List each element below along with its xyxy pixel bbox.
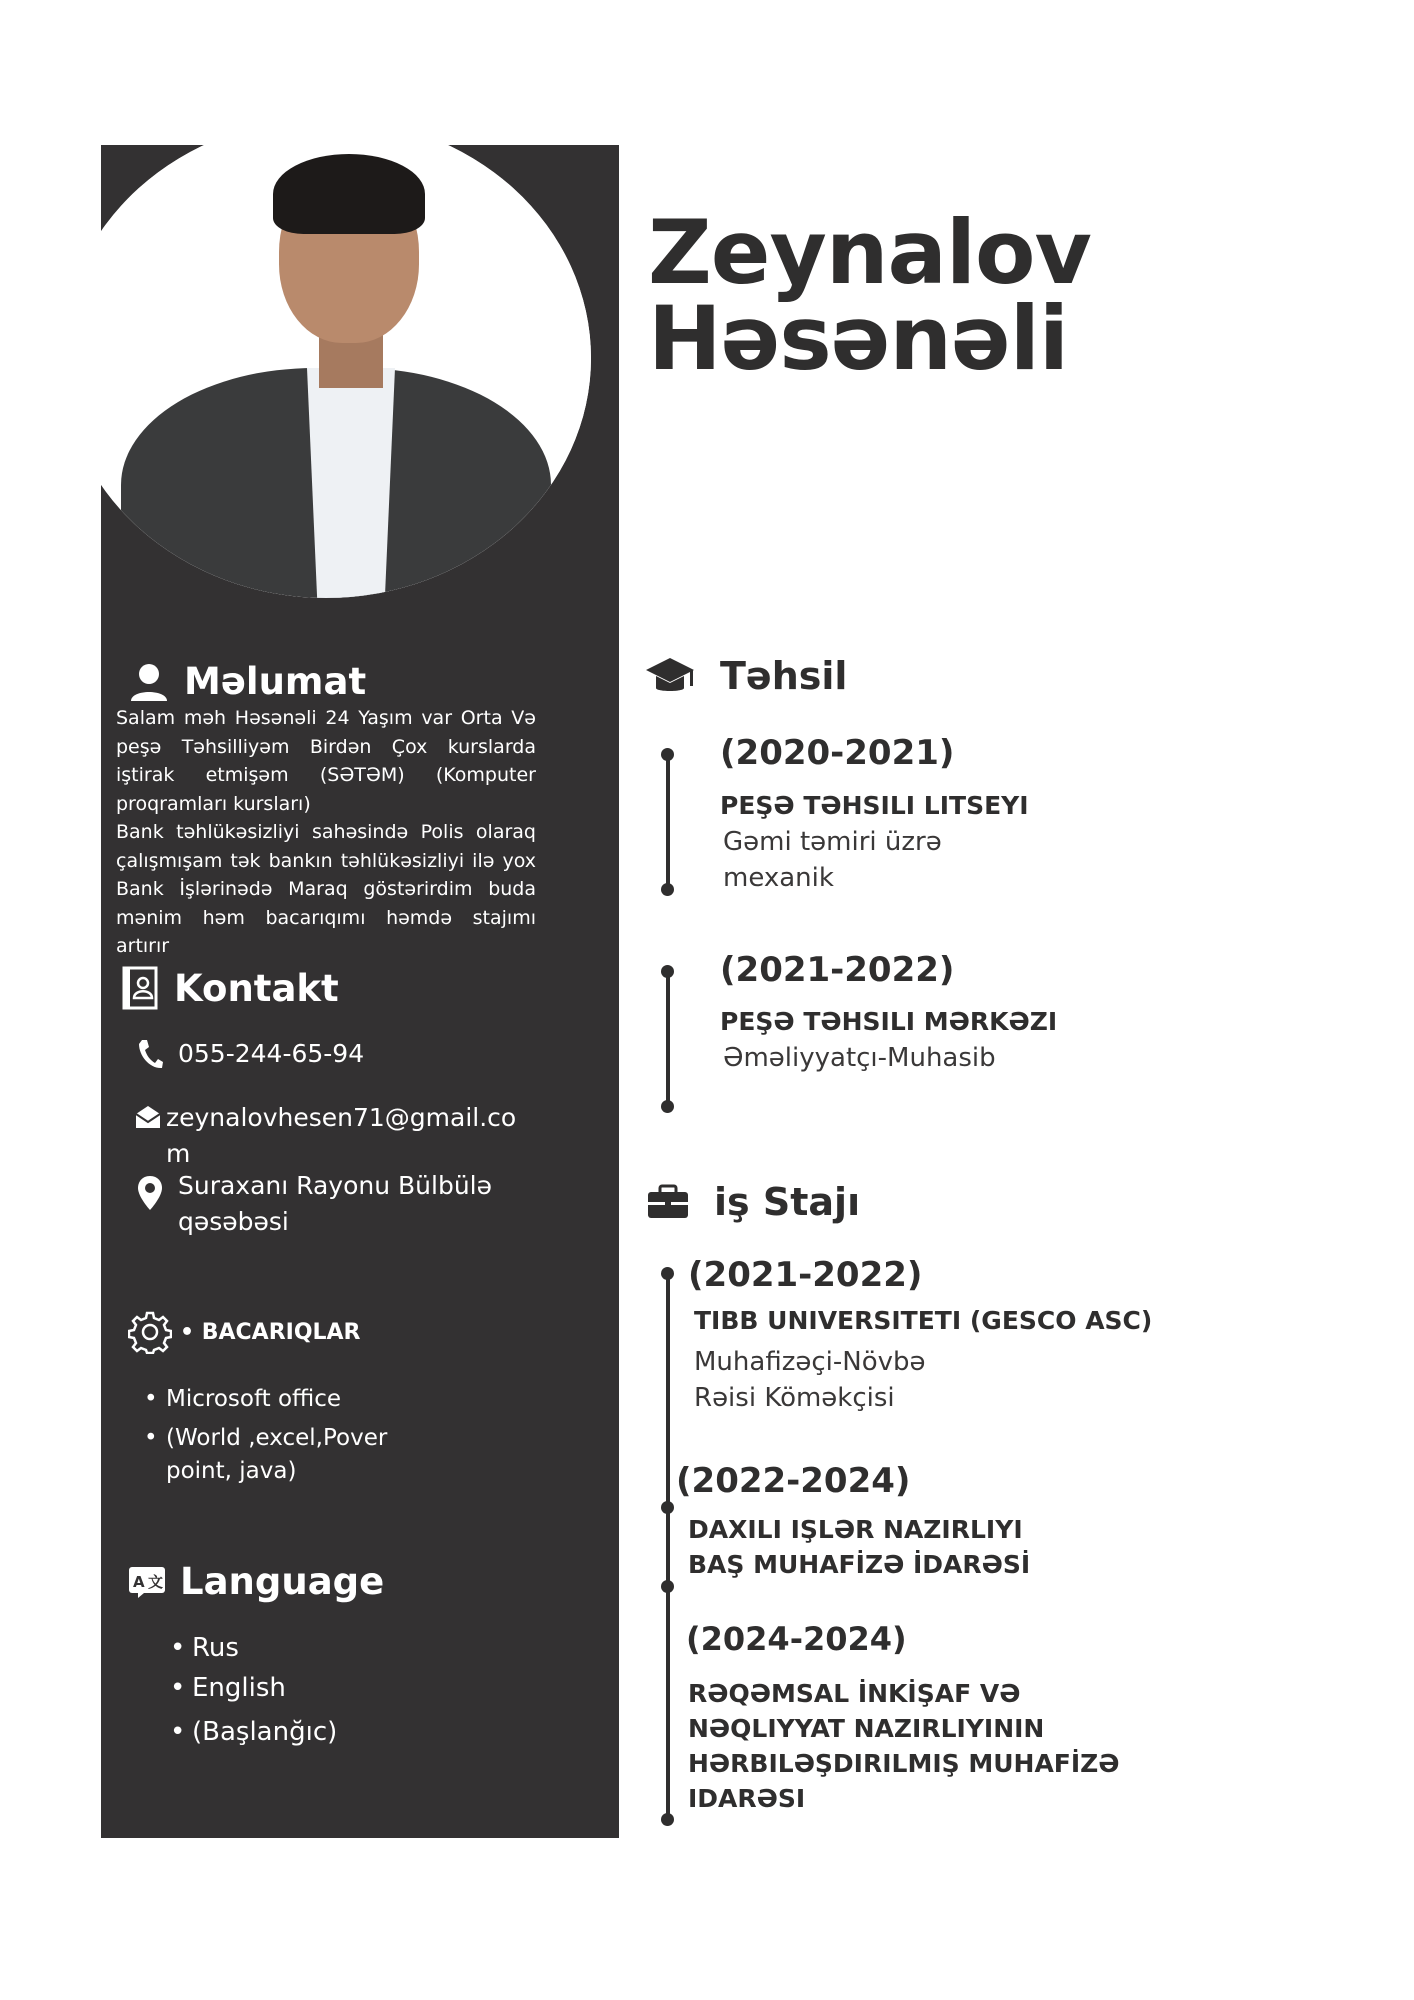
- skills-list: [144, 1383, 387, 1488]
- language-list: [170, 1628, 337, 1752]
- about-title: Məlumat: [184, 660, 367, 703]
- photo-hair: [273, 154, 425, 234]
- location-pin-icon: [136, 1174, 164, 1212]
- experience-1-years: (2021-2022): [688, 1255, 923, 1295]
- contact-phone[interactable]: [136, 1036, 364, 1072]
- email-line-1: zeynalovhesen71@gmail.co: [166, 1103, 517, 1132]
- education-2-desc: Əməliyyatçı-Muhasib: [723, 1043, 996, 1073]
- about-heading: [128, 660, 366, 703]
- experience-1-desc: Muhafizəçi-Növbə Rəisi Köməkçisi: [694, 1347, 926, 1413]
- profile-photo-area: [101, 128, 619, 598]
- mail-icon: [134, 1104, 162, 1130]
- full-name: [648, 201, 1091, 390]
- education-2-years: (2021-2022): [720, 950, 955, 990]
- timeline-line: [666, 1272, 670, 1817]
- translate-icon: [128, 1565, 166, 1599]
- timeline-dot: [661, 748, 674, 761]
- education-title: Təhsil: [720, 654, 848, 698]
- svg-text:文: 文: [148, 1572, 164, 1591]
- contact-book-icon: [120, 966, 160, 1010]
- contact-heading: [120, 966, 339, 1010]
- timeline-dot: [661, 965, 674, 978]
- about-paragraph-1: Salam məh Həsənəli 24 Yaşım var Orta Və peşə Təhsilliyəm Birdən Çox kurslarda iştirak etmişəm (SƏTƏM) (Komputer proqramları kursları): [116, 707, 536, 815]
- skill-item: • (World ,excel,Pover point, java): [144, 1422, 387, 1488]
- address-line-1: Suraxanı Rayonu Bülbülə: [178, 1171, 493, 1200]
- phone-icon: [136, 1036, 164, 1072]
- language-item: • Rus: [170, 1628, 337, 1668]
- experience-3-org: RƏQƏMSAL İNKİŞAF VƏ NƏQLIYYAT NAZIRLIYININ HƏRBILƏŞDIRILMIŞ MUHAFİZƏ IDARƏSI: [688, 1679, 1120, 1813]
- language-heading: [128, 1560, 384, 1603]
- profile-photo: [101, 128, 591, 598]
- experience-heading: [646, 1180, 860, 1224]
- last-name: Həsənəli: [648, 287, 1069, 390]
- timeline-line: [666, 753, 670, 888]
- user-icon: [128, 661, 170, 703]
- about-paragraph-2: Bank təhlükəsizliyi sahəsində Polis olaraq çalışmışam tək bankın təhlükəsizliyi ilə yox Bank İşlərinədə Maraq göstərirdim buda mənim həm bacarıqımı həmdə stajımı artırır: [116, 821, 536, 957]
- timeline-dot: [661, 883, 674, 896]
- email-line-2: m: [166, 1139, 191, 1168]
- language-item: • (Başlanğıc): [170, 1712, 337, 1752]
- skill-item: • Microsoft office: [144, 1383, 387, 1416]
- gear-icon: [128, 1310, 172, 1354]
- education-1-years: (2020-2021): [720, 733, 955, 773]
- about-text: [116, 704, 536, 961]
- language-item: • English: [170, 1668, 337, 1708]
- education-2-org: PEŞƏ TƏHSILI MƏRKƏZI: [720, 1007, 1058, 1036]
- experience-2-org: DAXILI IŞLƏR NAZIRLIYI BAŞ MUHAFİZƏ İDARƏSİ: [688, 1515, 1031, 1579]
- timeline-dot: [661, 1580, 674, 1593]
- svg-text:A: A: [133, 1572, 145, 1591]
- timeline-dot: [661, 1813, 674, 1826]
- timeline-line: [666, 970, 670, 1105]
- address-line-2: qəsəbəsi: [178, 1207, 289, 1236]
- timeline-dot: [661, 1267, 674, 1280]
- graduation-cap-icon: [644, 654, 696, 698]
- experience-2-years: (2022-2024): [676, 1461, 911, 1501]
- education-1-desc: Gəmi təmiri üzrə mexanik: [723, 827, 942, 893]
- contact-address: [136, 1168, 492, 1240]
- phone-number[interactable]: 055-244-65-94: [178, 1039, 365, 1068]
- contact-email[interactable]: [134, 1100, 516, 1172]
- skills-heading: [128, 1310, 361, 1354]
- timeline-dot: [661, 1100, 674, 1113]
- timeline-dot: [661, 1501, 674, 1514]
- experience-1-org: TIBB UNIVERSITETI (GESCO ASC): [694, 1306, 1153, 1335]
- education-heading: [644, 654, 847, 698]
- address-text: [178, 1168, 492, 1240]
- education-1-org: PEŞƏ TƏHSILI LITSEYI: [720, 791, 1029, 820]
- contact-title: Kontakt: [174, 966, 339, 1010]
- skills-title: • BACARIQLAR: [180, 1319, 361, 1345]
- email-address[interactable]: [166, 1100, 516, 1172]
- experience-title: iş Stajı: [714, 1180, 861, 1224]
- language-title: Language: [180, 1560, 385, 1603]
- first-name: Zeynalov: [648, 201, 1091, 304]
- experience-3-years: (2024-2024): [686, 1620, 907, 1658]
- briefcase-icon: [646, 1184, 690, 1220]
